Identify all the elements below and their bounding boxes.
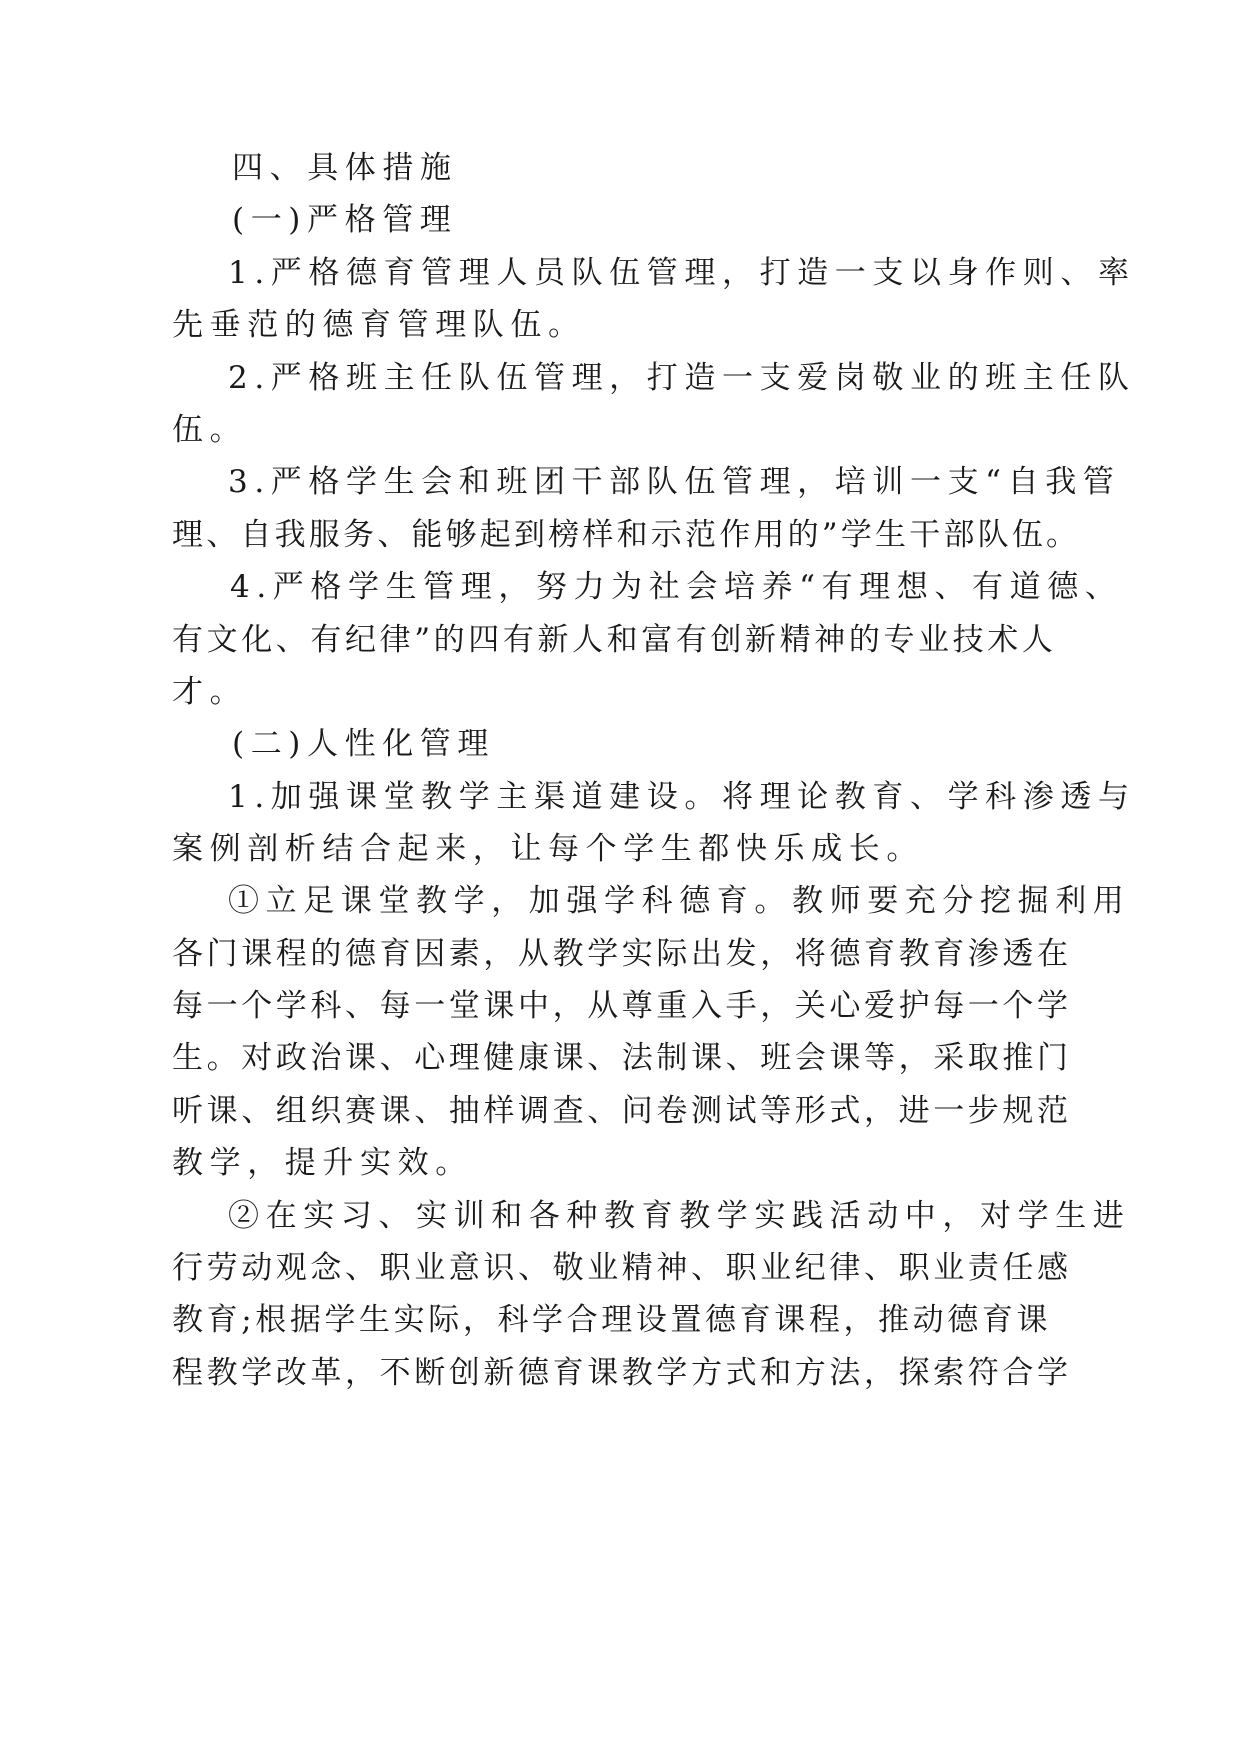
paragraph-line: ②在实习、实训和各种教育教学实践活动中，对学生进 [228, 1198, 1131, 1234]
paragraph-line: 1.加强课堂教学主渠道建设。将理论教育、学科渗透与 [228, 779, 1136, 815]
subsection-heading: (一)严格管理 [232, 202, 458, 238]
paragraph-line: 各门课程的德育因素，从教学实际出发，将德育教育渗透在 [172, 936, 1072, 972]
paragraph-line: 伍。 [172, 412, 248, 448]
paragraph-line: 4.严格学生管理，努力为社会培养“有理想、有道德、 [230, 569, 1123, 605]
paragraph-line: ①立足课堂教学，加强学科德育。教师要充分挖掘利用 [228, 883, 1131, 919]
subsection-heading: (二)人性化管理 [232, 726, 495, 762]
paragraph-line: 2.严格班主任队伍管理，打造一支爱岗敬业的班主任队 [228, 360, 1136, 396]
paragraph-line: 生。对政治课、心理健康课、法制课、班会课等，采取推门 [172, 1040, 1072, 1076]
paragraph-line: 理、自我服务、能够起到榜样和示范作用的”学生干部队伍。 [172, 517, 1081, 553]
section-heading: 四、具体措施 [232, 150, 458, 186]
paragraph-line: 案例剖析结合起来，让每个学生都快乐成长。 [172, 831, 924, 867]
paragraph-line: 听课、组织赛课、抽样调查、问卷测试等形式，进一步规范 [172, 1093, 1072, 1129]
paragraph-line: 行劳动观念、职业意识、敬业精神、职业纪律、职业责任感 [172, 1250, 1072, 1286]
paragraph-line: 才。 [172, 674, 248, 710]
paragraph-line: 程教学改革，不断创新德育课教学方式和方法，探索符合学 [172, 1355, 1072, 1391]
paragraph-line: 3.严格学生会和班团干部队伍管理，培训一支“自我管 [228, 464, 1121, 500]
paragraph-line: 有文化、有纪律”的四有新人和富有创新精神的专业技术人 [172, 622, 1057, 658]
paragraph-line: 先垂范的德育管理队伍。 [172, 307, 586, 343]
paragraph-line: 教育;根据学生实际，科学合理设置德育课程，推动德育课 [172, 1302, 1052, 1338]
paragraph-line: 教学，提升实效。 [172, 1145, 473, 1181]
paragraph-line: 每一个学科、每一堂课中，从尊重入手，关心爱护每一个学 [172, 988, 1072, 1024]
paragraph-line: 1.严格德育管理人员队伍管理，打造一支以身作则、率 [228, 255, 1136, 291]
